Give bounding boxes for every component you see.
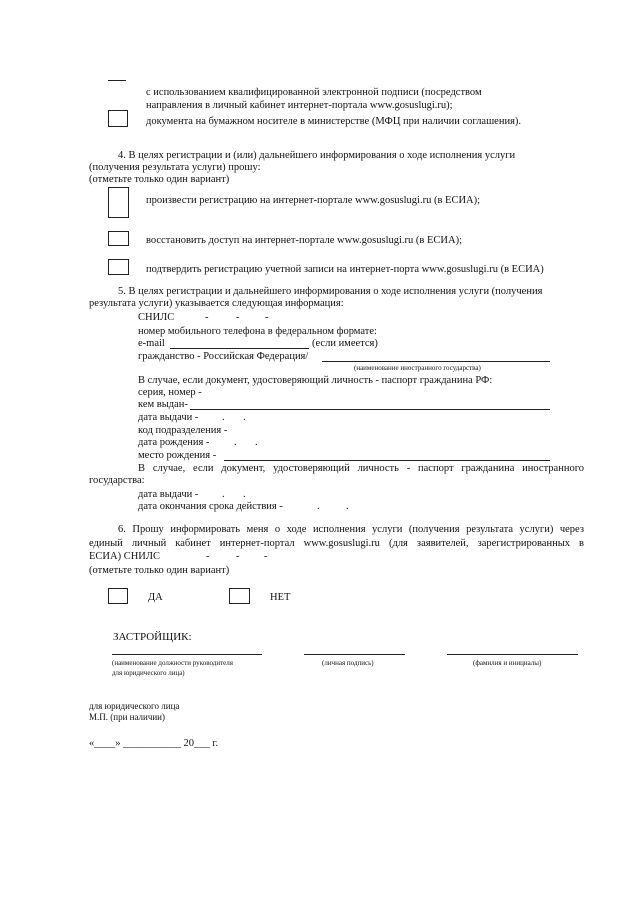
option-electronic-line2: направления в личный кабинет интернет-портала www.gosuslugi.ru); bbox=[146, 100, 453, 111]
f-expiry-dot-1: . bbox=[317, 501, 320, 512]
foreign-issue-date-label: дата выдачи - bbox=[138, 489, 199, 500]
checkbox-yes[interactable] bbox=[108, 588, 128, 604]
issue-date-label: дата выдачи - bbox=[138, 412, 199, 423]
birth-date-dot-2: . bbox=[255, 437, 258, 448]
date-line[interactable]: «____» ___________ 20___ г. bbox=[89, 738, 219, 749]
foreign-expiry-label: дата окончания срока действия - bbox=[138, 501, 283, 512]
email-label: e-mail bbox=[138, 338, 165, 349]
foreign-passport-line1: В случае, если документ, удостоверяющий личность - паспорт гражданина иностранного bbox=[138, 463, 584, 474]
birth-date-label: дата рождения - bbox=[138, 437, 210, 448]
checkbox-paper[interactable] bbox=[108, 110, 128, 127]
option-register: произвести регистрацию на интернет-портале www.gosuslugi.ru (в ЕСИА); bbox=[146, 195, 481, 206]
s6-snils-sep-3: - bbox=[264, 551, 268, 562]
birth-place-field[interactable] bbox=[224, 460, 550, 461]
rf-passport-heading: В случае, если документ, удостоверяющий личность - паспорт гражданина РФ: bbox=[138, 375, 493, 386]
no-label: НЕТ bbox=[270, 592, 291, 603]
section4-note: (отметьте только один вариант) bbox=[89, 174, 230, 185]
developer-heading: ЗАСТРОЙЩИК: bbox=[113, 631, 192, 643]
option-confirm: подтвердить регистрацию учетной записи на интернет-порта www.gosuslugi.ru (в ЕСИА) bbox=[146, 264, 544, 275]
s6-snils-sep-2: - bbox=[236, 551, 240, 562]
section4-line2: (получения результата услуги) прошу: bbox=[89, 162, 261, 173]
s6-snils-sep-1: - bbox=[206, 551, 210, 562]
section6-line3: ЕСИА) СНИЛС bbox=[89, 551, 160, 562]
name-line[interactable] bbox=[447, 654, 578, 655]
email-note: (если имеется) bbox=[312, 338, 378, 349]
option-electronic-line1: с использованием квалифицированной электронной подписи (посредством bbox=[146, 87, 482, 98]
snils-sep-1: - bbox=[205, 312, 209, 323]
position-line[interactable] bbox=[112, 654, 262, 655]
position-caption-line2: для юридического лица) bbox=[112, 669, 185, 677]
email-field[interactable] bbox=[170, 348, 309, 349]
signature-caption: (личная подпись) bbox=[322, 659, 374, 667]
checkbox-register[interactable] bbox=[108, 187, 129, 218]
scan-mark bbox=[108, 80, 126, 81]
name-caption: (фамилия и инициалы) bbox=[473, 659, 542, 667]
f-expiry-dot-2: . bbox=[346, 501, 349, 512]
division-code-label: код подразделения - bbox=[138, 425, 228, 436]
option-paper: документа на бумажном носителе в министерстве (МФЦ при наличии соглашения). bbox=[146, 116, 522, 127]
snils-sep-2: - bbox=[236, 312, 240, 323]
signature-line[interactable] bbox=[304, 654, 405, 655]
f-issue-date-dot-2: . bbox=[243, 489, 246, 500]
checkbox-restore[interactable] bbox=[108, 231, 129, 246]
issued-by-label: кем выдан- bbox=[138, 399, 188, 410]
birth-date-dot-1: . bbox=[234, 437, 237, 448]
issued-by-field[interactable] bbox=[190, 409, 550, 410]
snils-sep-3: - bbox=[265, 312, 269, 323]
section4-line1: 4. В целях регистрации и (или) дальнейшего информирования о ходе исполнения услуги bbox=[118, 150, 516, 161]
foreign-state-caption: (наименование иностранного государства) bbox=[354, 364, 481, 372]
snils-label: СНИЛС bbox=[138, 312, 175, 323]
seal-label: М.П. (при наличии) bbox=[89, 712, 165, 722]
section6-line2: единый личный кабинет интернет-портал www.gosuslugi.ru (для заявителей, зарегистрированных в bbox=[89, 538, 584, 549]
option-restore: восстановить доступ на интернет-портале www.gosuslugi.ru (в ЕСИА); bbox=[146, 235, 463, 246]
issue-date-dot-2: . bbox=[243, 412, 246, 423]
f-issue-date-dot-1: . bbox=[222, 489, 225, 500]
section5-line2: результата услуги) указывается следующая информация: bbox=[89, 298, 344, 309]
yes-label: ДА bbox=[148, 592, 163, 603]
checkbox-confirm[interactable] bbox=[108, 259, 129, 275]
checkbox-no[interactable] bbox=[229, 588, 250, 604]
citizenship-label: гражданство - Российская Федерация/ bbox=[138, 351, 309, 362]
legal-entity-label: для юридического лица bbox=[89, 701, 180, 711]
series-label: серия, номер - bbox=[138, 387, 202, 398]
birth-place-label: место рождения - bbox=[138, 450, 217, 461]
issue-date-dot-1: . bbox=[222, 412, 225, 423]
position-caption-line1: (наименование должности руководителя bbox=[112, 659, 233, 667]
phone-label: номер мобильного телефона в федеральном формате: bbox=[138, 326, 377, 337]
foreign-passport-line2: государства: bbox=[89, 475, 145, 486]
section6-line1: 6. Прошу информировать меня о ходе исполнения услуги (получения результата услуги) через bbox=[118, 524, 584, 535]
section5-line1: 5. В целях регистрации и дальнейшего информирования о ходе исполнения услуги (получения bbox=[118, 286, 543, 297]
foreign-state-field[interactable] bbox=[322, 361, 550, 362]
section6-note: (отметьте только один вариант) bbox=[89, 565, 230, 576]
